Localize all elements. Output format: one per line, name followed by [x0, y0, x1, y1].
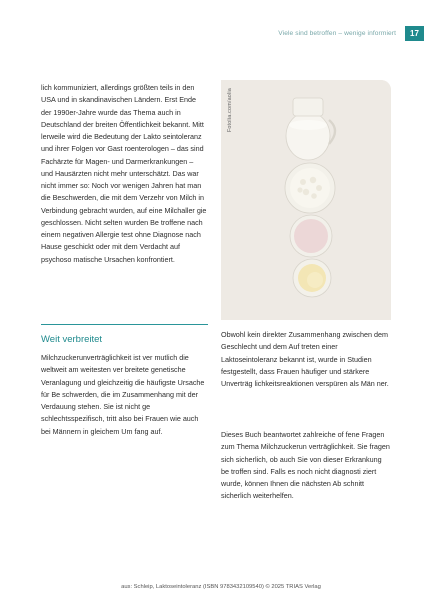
body-paragraph-2: Milchzuckerunverträglichkeit ist ver mutlich die weltweit am weitesten ver breitete genetische Veranlagung und gleichzeitig die häufigste Ursache für Be schwerden, die im Zusammenhang mit der Verdauung stehen. Sie ist nicht ge schlechtsspezifisch, tritt also bei Frauen wie auch bei Männern in gleichem Um fang auf. [41, 353, 205, 436]
page-number-badge: 17 [405, 26, 424, 41]
copyright-footer: aus: Schleip, Laktoseintoleranz (ISBN 9783432109540) © 2025 TRIAS Verlag [121, 584, 321, 590]
milk-products-photo [221, 80, 391, 320]
body-paragraph-3: Obwohl kein direkter Zusammenhang zwischen dem Geschlecht und dem Auf treten einer Laktoseintoleranz bekannt ist, wurde in Studien festgestellt, dass Frauen häufiger und stärkere Unverträg lichkeitsreaktionen verspüren als Män ner. [221, 330, 389, 388]
running-header-title: Viele sind betroffen – wenige informiert [278, 30, 396, 37]
section-divider [41, 324, 208, 325]
body-paragraph-1: lich kommuniziert, allerdings größten teils in den USA und in skandinavischen Ländern. Erst Ende der 1990er-Jahre wurde das Thema auch in Deutschland der breiten Öffentlichkeit bekannt. Mitt lerweile wird die Bedeutung der Lakto seintoleranz und ihrer Folgen vor Gast roenterologen – das sind Fachärzte für Magen- und Darmerkrankungen – und Hausärzten nicht mehr unterschätzt. Das war nicht immer so: Noch vor wenigen Jahren hat man die Beschwerden, die mit dem Verzehr von Milch in Verbindung gebracht wurden, auf eine Milchaller gie geschlossen. Nicht selten wurden Be troffene nach einem negativen Allergie test ohne Diagnose nach Hause geschickt oder mit dem Verdacht auf psychoso matische Ursachen konfrontiert. [41, 83, 207, 264]
photo-credit: Fotolia.com/aolia [227, 88, 233, 133]
body-paragraph-4: Dieses Buch beantwortet zahlreiche of fene Fragen zum Thema Milchzuckerun verträglichkeit. Sie fragen sich sicherlich, ob auch Sie von dieser Erkrankung be troffen sind. Falls es noch nicht diagnosti ziert wurde, können Ihnen die nächsten Ab schnitt sicherlich weiterhelfen. [221, 430, 390, 501]
milk-products-illustration [221, 80, 391, 320]
section-heading: Weit verbreitet [41, 334, 103, 345]
